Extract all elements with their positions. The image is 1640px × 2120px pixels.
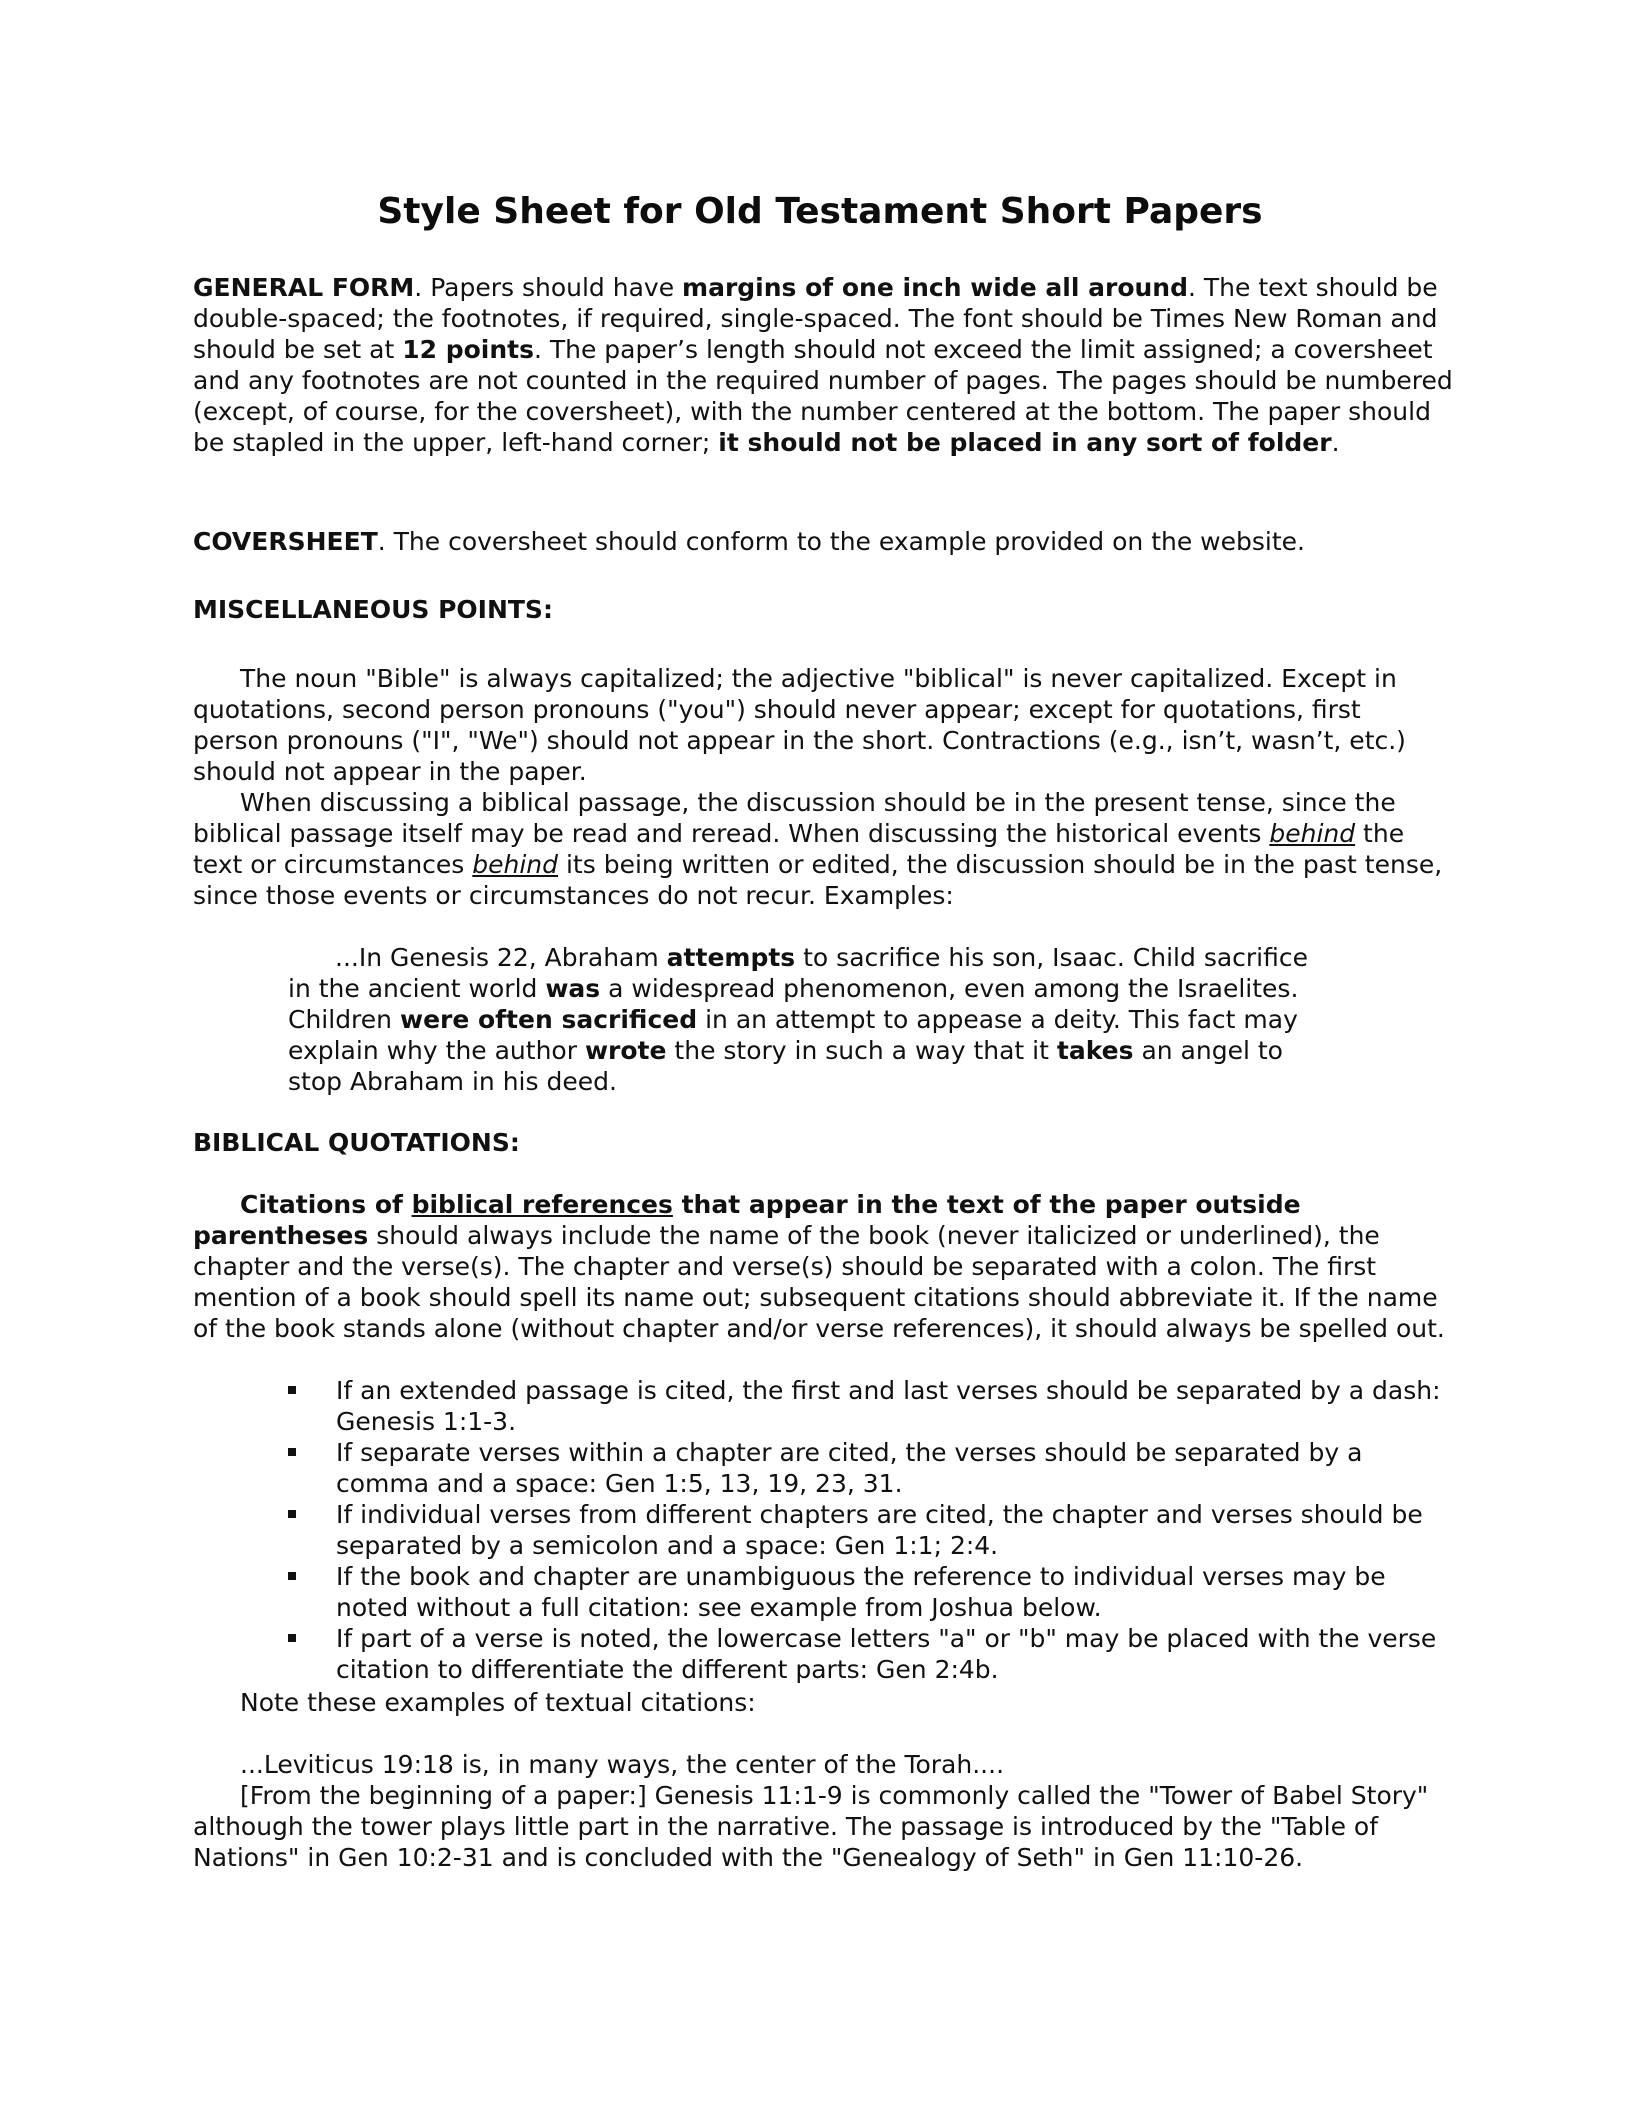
bullet-icon — [288, 1510, 296, 1518]
list-item-text: If the book and chapter are unambiguous the reference to individual verses may be noted without a full citation: see example from Joshua below. — [336, 1562, 1386, 1622]
bullet-icon — [288, 1634, 296, 1642]
list-item-text: If individual verses from different chapters are cited, the chapter and verses should be separated by a semicolon and a space: Gen 1:1; 2:4. — [336, 1500, 1423, 1560]
general-form-text-4: . — [1331, 428, 1340, 457]
citation-example-1: ...Leviticus 19:18 is, in many ways, the center of the Torah.... — [240, 1750, 1005, 1779]
example-text-3: a widespread phenomenon, even among the Israelites. Children — [288, 974, 1299, 1034]
example-text-2: to sacrifice his son, Isaac. Child sacrifice in the ancient world — [288, 943, 1309, 1003]
list-item-text: If an extended passage is cited, the first and last verses should be separated by a dash: Genesis 1:1-3. — [336, 1376, 1441, 1436]
list-item — [288, 1623, 1453, 1685]
misc-p2-text-c: its being written or edited, the discussion should be in the past tense, since those events or circumstances do not recur. Examples: — [193, 850, 1443, 910]
example-bold-3: were often sacrificed — [399, 1005, 698, 1034]
citation-example-2: [From the beginning of a paper:] Genesis 11:1-9 is commonly called the "Tower of Babel Story" although the tower plays little part in the narrative. The passage is introduced by the "Table of Nations" in Gen 10:2-31 and is concluded with the "Genealogy of Seth" in Gen 11:10-26. — [193, 1781, 1429, 1872]
misc-p2-text-a: When discussing a biblical passage, the discussion should be in the present tense, since the biblical passage itself may be read and reread. When discussing the historical events — [193, 788, 1396, 848]
example-text-5: the story in such a way that it — [666, 1036, 1057, 1065]
biblical-bold-2: that appear in the text of the paper outside parentheses — [193, 1190, 1301, 1250]
list-item — [288, 1375, 1453, 1437]
general-form-text-1: . Papers should have — [414, 273, 683, 302]
misc-paragraph-2 — [193, 787, 1453, 911]
example-text-1: ...In Genesis 22, Abraham — [335, 943, 667, 972]
example-bold-4: wrote — [584, 1036, 667, 1065]
general-form-bold-1: margins of one inch wide all around — [682, 273, 1189, 302]
misc-heading: MISCELLANEOUS POINTS: — [193, 595, 553, 624]
list-item — [288, 1499, 1453, 1561]
general-form-bold-3: it should not be placed in any sort of folder — [718, 428, 1332, 457]
list-item-text: If part of a verse is noted, the lowercase letters "a" or "b" may be placed with the verse citation to differentiate the different parts: Gen 2:4b. — [336, 1624, 1437, 1684]
misc-p2-behind-2: behind — [472, 850, 559, 879]
general-form-bold-2: 12 points — [402, 335, 534, 364]
coversheet-text: . The coversheet should conform to the example provided on the website. — [377, 527, 1305, 556]
example-text-6: an angel to stop Abraham in his deed. — [288, 1036, 1283, 1096]
biblical-bold-underlined: biblical references — [411, 1190, 673, 1219]
tense-example-quote — [288, 942, 1308, 1097]
biblical-bold-1: Citations of — [240, 1190, 412, 1219]
bullet-icon — [288, 1448, 296, 1456]
example-bold-1: attempts — [666, 943, 796, 972]
bullet-icon — [288, 1572, 296, 1580]
citation-examples-note: Note these examples of textual citations: — [240, 1688, 756, 1717]
example-text-4: in an attempt to appease a deity. This fact may explain why the author — [288, 1005, 1298, 1065]
list-item — [288, 1561, 1453, 1623]
biblical-quotations-heading: BIBLICAL QUOTATIONS: — [193, 1128, 520, 1157]
general-form-paragraph — [193, 272, 1453, 458]
citation-rules-list — [288, 1375, 1453, 1685]
list-item — [288, 1437, 1453, 1499]
misc-p2-text-b: the text or circumstances — [193, 819, 1405, 879]
biblical-quotations-paragraph — [193, 1189, 1453, 1344]
general-form-heading: GENERAL FORM — [193, 273, 415, 302]
biblical-text-1: should always include the name of the book (never italicized or underlined), the chapter and the verse(s). The chapter and verse(s) should be separated with a colon. The first mention of a book should spell its name out; subsequent citations should abbreviate it. If the name of the book stands alone (without chapter and/or verse references), it should always be spelled out. — [193, 1221, 1445, 1343]
list-item-text: If separate verses within a chapter are cited, the verses should be separated by a comma and a space: Gen 1:5, 13, 19, 23, 31. — [336, 1438, 1363, 1498]
bullet-icon — [288, 1386, 296, 1394]
page-title: Style Sheet for Old Testament Short Papers — [377, 191, 1263, 232]
coversheet-paragraph — [193, 526, 1453, 557]
example-bold-2: was — [545, 974, 601, 1003]
example-bold-5: takes — [1056, 1036, 1134, 1065]
general-form-text-3: . The paper’s length should not exceed the limit assigned; a coversheet and any footnotes are not counted in the required number of pages. The pages should be numbered (except, of course, for the coversheet), with the number centered at the bottom. The paper should be stapled in the upper, left-hand corner; — [193, 335, 1453, 457]
misc-p2-behind-1: behind — [1269, 819, 1356, 848]
misc-paragraph-1: The noun "Bible" is always capitalized; the adjective "biblical" is never capitalized. Except in quotations, second person pronouns ("you") should never appear; except for quotations, first person pronouns ("I", "We") should not appear in the short. Contractions (e.g., isn’t, wasn’t, etc.) should not appear in the paper. — [193, 664, 1406, 786]
general-form-text-2: . The text should be double-spaced; the footnotes, if required, single-spaced. The font should be Times New Roman and should be set at — [193, 273, 1438, 364]
coversheet-heading: COVERSHEET — [193, 527, 378, 556]
